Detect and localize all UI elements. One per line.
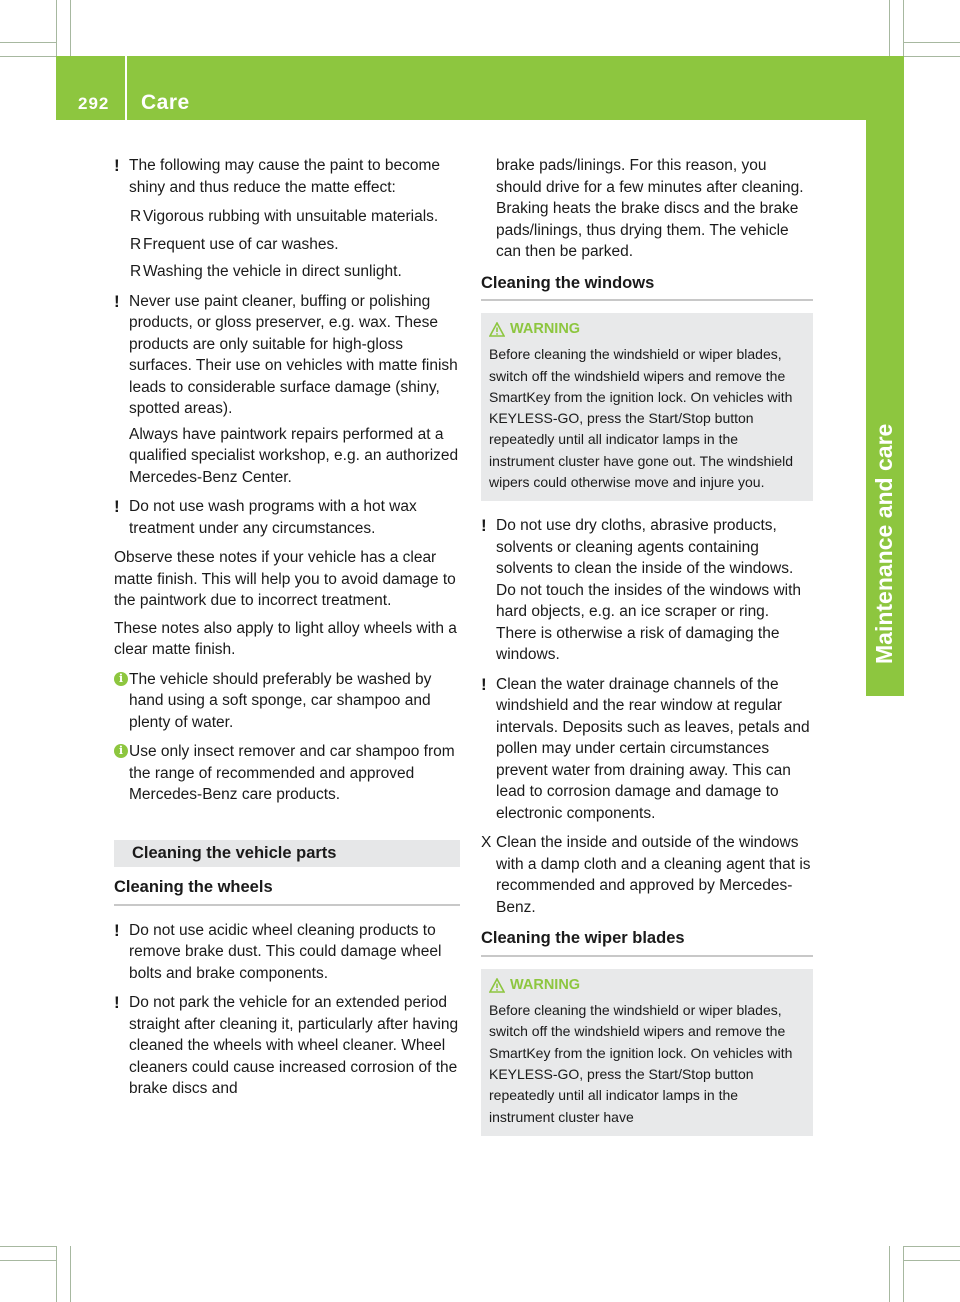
subsection-heading: Cleaning the wheels: [114, 877, 460, 906]
note-text: Do not park the vehicle for an extended period straight after cleaning it, particularly after having cleaned the wheels with wheel cleaner. Wheel cleaners could cause increased corrosion of the brake discs and: [129, 994, 459, 1097]
crop-mark: [70, 0, 71, 56]
exclamation-icon: !: [114, 291, 120, 311]
note-text: Do not use acidic wheel cleaning products to remove brake dust. This could damage wheel bolts and brake components.: [129, 921, 442, 982]
caution-note: [114, 291, 460, 420]
exclamation-icon: !: [114, 920, 120, 940]
note-text: The following may cause the paint to become shiny and thus reduce the matte effect:: [129, 157, 441, 196]
list-item-text: Frequent use of car washes.: [143, 235, 339, 253]
info-icon: i: [114, 672, 128, 686]
header-divider: [125, 56, 127, 120]
left-column: [114, 155, 460, 1108]
note-text: Never use paint cleaner, buffing or polishing products, or gloss preserver, e.g. wax. These products are only suitable for high-gloss surfaces. Their use on vehicles with matte finish leads to considerable surface damage (shiny, spotted areas).: [129, 292, 458, 417]
bullet-icon: R: [130, 263, 142, 280]
warning-label: WARNING: [510, 976, 581, 993]
crop-mark: [0, 1260, 56, 1261]
caution-note: [481, 515, 813, 666]
crop-mark: [904, 1260, 960, 1261]
note-continuation: Always have paintwork repairs performed at a qualified specialist workshop, e.g. an authorized Mercedes-Benz Center.: [129, 425, 459, 486]
crop-mark: [903, 0, 904, 56]
note-text: Use only insect remover and car shampoo from the range of recommended and approved Mercedes-Benz care products.: [129, 743, 455, 803]
note-text: The vehicle should preferably be washed by hand using a soft sponge, car shampoo and plenty of water.: [129, 670, 432, 731]
body-paragraph: Observe these notes if your vehicle has a clear matte finish. This will help you to avoid damage to the paintwork due to incorrect treatment.: [114, 549, 456, 609]
list-item: [114, 234, 460, 256]
right-column: [481, 155, 813, 1150]
note-text: Do not use wash programs with a hot wax treatment under any circumstances.: [129, 498, 417, 537]
info-note: [114, 669, 460, 734]
section-heading: Cleaning the vehicle parts: [114, 840, 460, 868]
bullet-icon: R: [130, 235, 142, 253]
step-icon: X: [481, 834, 492, 852]
caution-note: [114, 992, 460, 1100]
crop-mark: [889, 0, 890, 56]
warning-box: [481, 969, 813, 1136]
warning-text: Before cleaning the windshield or wiper blades, switch off the windshield wipers and remove the SmartKey from the ignition lock. On vehicles with KEYLESS-GO, press the Start/Stop button repeatedly until all indicator lamps in the instrument cluster have: [489, 1002, 793, 1125]
note-continuation: brake pads/linings. For this reason, you should drive for a few minutes after cleaning. Braking heats the brake discs and the brake pads/linings, thus drying them. The vehicle can then be parked.: [496, 157, 804, 260]
list-item: [114, 261, 460, 283]
exclamation-icon: !: [481, 516, 487, 536]
warning-triangle-icon: [489, 978, 505, 993]
crop-mark: [56, 1246, 57, 1302]
list-item-text: Washing the vehicle in direct sunlight.: [143, 263, 402, 280]
list-item: [114, 206, 460, 228]
list-item-text: Vigorous rubbing with unsuitable materials.: [143, 208, 439, 225]
bullet-icon: R: [130, 208, 142, 225]
exclamation-icon: !: [481, 674, 487, 694]
subsection-heading: Cleaning the windows: [481, 273, 813, 302]
crop-mark: [56, 0, 57, 56]
warning-title: [489, 975, 805, 996]
instruction-step: [481, 832, 813, 918]
caution-note: [114, 496, 460, 539]
caution-note: [114, 155, 460, 198]
exclamation-icon: !: [114, 993, 120, 1012]
caution-note: [481, 674, 813, 825]
side-tab-label: Maintenance and care: [871, 423, 897, 664]
crop-mark: [903, 1246, 904, 1302]
crop-mark: [904, 42, 960, 43]
warning-box: [481, 313, 813, 501]
info-note: [114, 741, 460, 806]
step-text: Clean the inside and outside of the windows with a damp cloth and a cleaning agent that is recommended and approved by Mercedes-Benz.: [496, 834, 811, 916]
subsection-heading: Cleaning the wiper blades: [481, 928, 813, 957]
section-title: Care: [141, 91, 190, 114]
warning-text: Before cleaning the windshield or wiper blades, switch off the windshield wipers and remove the SmartKey from the ignition lock. On vehicles with KEYLESS-GO, press the Start/Stop button repeatedly until all indicator lamps in the instrument cluster have gone out. The windshield wipers could otherwise move and injure you.: [489, 346, 794, 491]
caution-note: [114, 920, 460, 985]
crop-mark: [0, 42, 56, 43]
info-icon: i: [114, 744, 128, 758]
warning-triangle-icon: [489, 322, 505, 337]
warning-label: WARNING: [510, 321, 581, 337]
crop-mark: [904, 56, 960, 57]
crop-mark: [889, 1246, 890, 1302]
page-number: 292: [78, 94, 110, 113]
crop-mark: [70, 1246, 71, 1302]
note-text: Do not use dry cloths, abrasive products, solvents or cleaning agents containing solvents to clean the inside of the windows. Do not touch the insides of the windows with hard objects, e.g. an ice scraper or ring. There is otherwise a risk of damaging the windows.: [496, 517, 802, 664]
exclamation-icon: !: [114, 497, 120, 516]
crop-mark: [904, 1246, 960, 1247]
crop-mark: [0, 56, 56, 57]
note-text: Clean the water drainage channels of the windshield and the rear window at regular intervals. Deposits such as leaves, petals and pollen may under certain circumstances prevent water from draining away. This can lead to corrosion damage and damage to electronic components.: [496, 675, 810, 822]
crop-mark: [0, 1246, 56, 1247]
body-paragraph: These notes also apply to light alloy wheels with a clear matte finish.: [114, 619, 457, 658]
warning-title: [489, 319, 805, 340]
exclamation-icon: !: [114, 156, 120, 175]
